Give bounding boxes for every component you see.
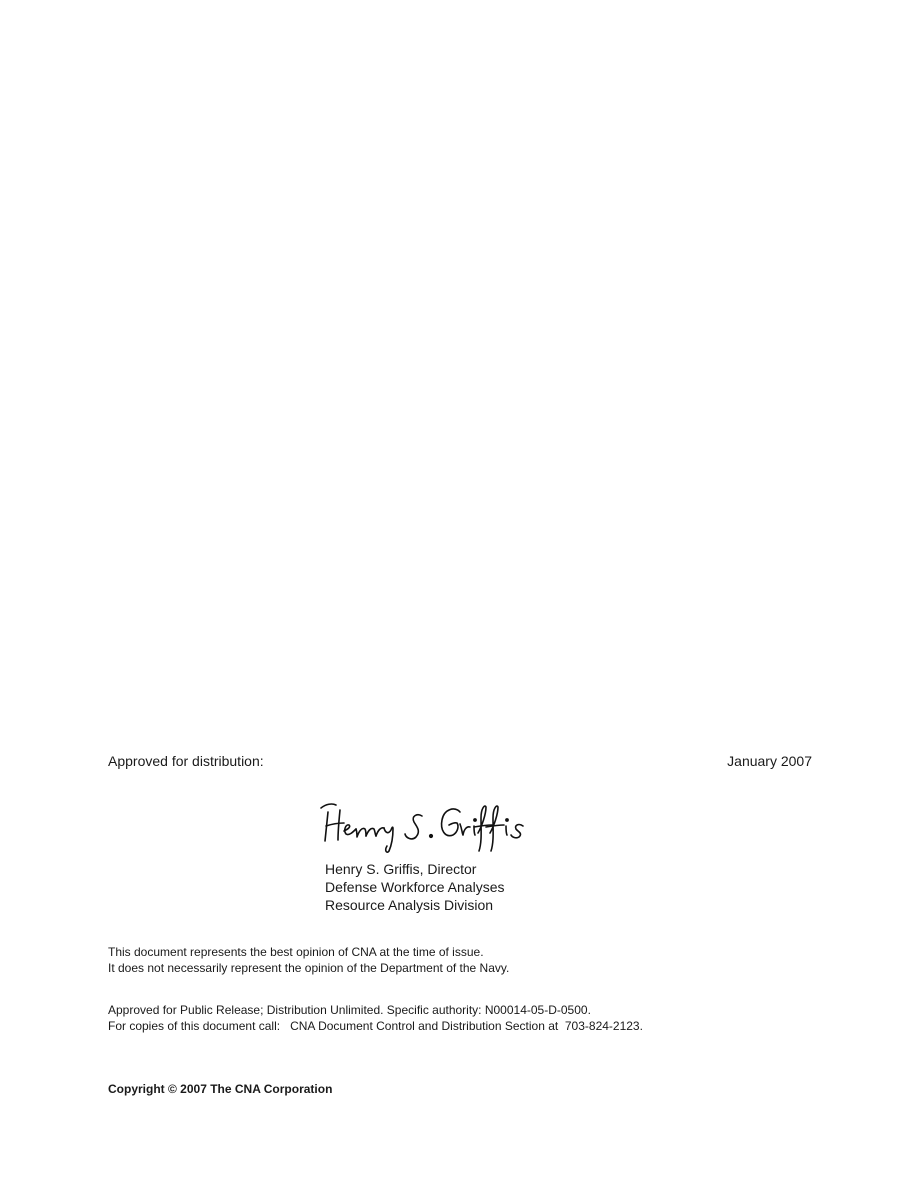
disclaimer-line: This document represents the best opinion of CNA at the time of issue. <box>108 945 484 959</box>
release-line: Approved for Public Release; Distribution Unlimited. Specific authority: N00014-05-D-0500. <box>108 1003 591 1017</box>
release-block <box>108 1002 643 1034</box>
signatory-division: Resource Analysis Division <box>325 897 494 913</box>
signatory-department: Defense Workforce Analyses <box>325 879 505 895</box>
signatory-name-title: Henry S. Griffis, Director <box>325 861 477 877</box>
handwritten-signature <box>318 796 546 854</box>
approval-row <box>108 752 812 770</box>
copies-line: For copies of this document call: CNA Document Control and Distribution Section at 703-824-2123. <box>108 1019 643 1033</box>
copyright-notice: Copyright © 2007 The CNA Corporation <box>108 1082 333 1096</box>
disclaimer-block <box>108 944 509 976</box>
disclaimer-line: It does not necessarily represent the opinion of the Department of the Navy. <box>108 961 510 975</box>
approval-label: Approved for distribution: <box>108 753 264 769</box>
signatory-block <box>325 860 505 914</box>
approval-date: January 2007 <box>727 753 812 769</box>
